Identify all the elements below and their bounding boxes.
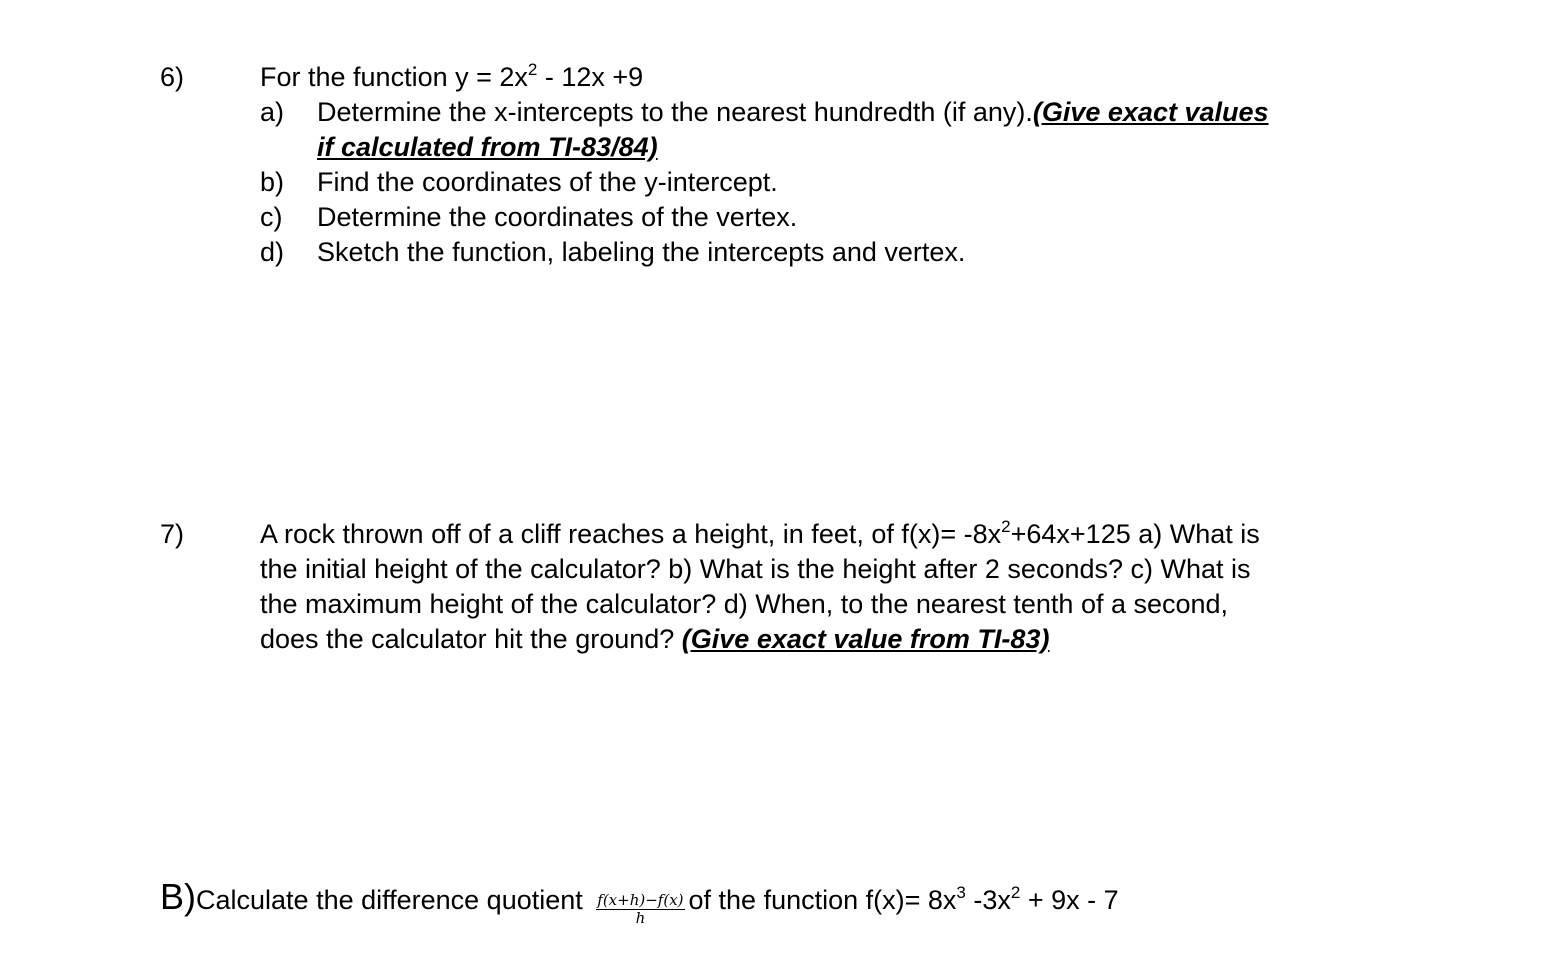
- question-6a-plain: Determine the x-intercepts to the nearest hundredth (if any).: [317, 97, 1033, 127]
- question-b: [160, 876, 1119, 927]
- question-7-emphasis: (Give exact value from TI-83): [681, 624, 1050, 654]
- question-7-line-1: [260, 519, 1260, 550]
- question-7-exponent: 2: [1001, 517, 1011, 536]
- question-b-middle: -3x: [965, 885, 1011, 915]
- question-6a-emphasis-2: if calculated from TI-83/84): [317, 132, 658, 162]
- question-b-exponent-3: 3: [956, 883, 966, 902]
- question-7-line-4: [260, 624, 1049, 655]
- question-7-line-4-text: does the calculator hit the ground?: [260, 624, 682, 654]
- question-7-line-1-suffix: +64x+125 a) What is: [1010, 519, 1260, 549]
- question-6b-text: Find the coordinates of the y-intercept.: [317, 167, 778, 197]
- question-7-line-3: the maximum height of the calculator? d) When, to the nearest tenth of a second,: [260, 589, 1229, 619]
- question-7-line-1-text: A rock thrown off of a cliff reaches a height, in feet, of f(x)= -8x: [260, 519, 1002, 549]
- fraction-denominator: h: [635, 909, 646, 927]
- fraction-numerator: f(x+h)−f(x): [597, 891, 684, 909]
- question-6a-text: [317, 97, 1269, 128]
- question-7-number: 7): [160, 519, 185, 549]
- question-6d-text: Sketch the function, labeling the intercepts and vertex.: [317, 237, 966, 267]
- question-b-label: B): [160, 876, 196, 917]
- question-6b-label: b): [260, 167, 285, 197]
- question-6d-label: d): [260, 237, 285, 267]
- difference-quotient-fraction: [596, 892, 684, 927]
- question-6-stem-text: For the function y = 2x: [260, 62, 528, 92]
- question-6a-label: a): [260, 97, 285, 127]
- question-b-text: Calculate the difference quotient: [196, 885, 591, 915]
- question-6c-label: c): [260, 202, 283, 232]
- question-6a-emphasis-1: (Give exact values: [1032, 97, 1269, 127]
- question-6c-text: Determine the coordinates of the vertex.: [317, 202, 798, 232]
- question-7-line-2: the initial height of the calculator? b) What is the height after 2 seconds? c) What is: [260, 554, 1251, 584]
- question-b-function-text: of the function f(x)= 8x: [688, 885, 957, 915]
- question-6-stem-suffix: - 12x +9: [537, 62, 644, 92]
- question-6-number: 6): [160, 62, 185, 92]
- question-6a-continued: [317, 132, 658, 163]
- question-b-exponent-2: 2: [1010, 883, 1021, 902]
- question-6-stem: [260, 62, 643, 93]
- question-6-stem-exponent: 2: [527, 60, 538, 79]
- question-b-tail: + 9x - 7: [1020, 885, 1119, 915]
